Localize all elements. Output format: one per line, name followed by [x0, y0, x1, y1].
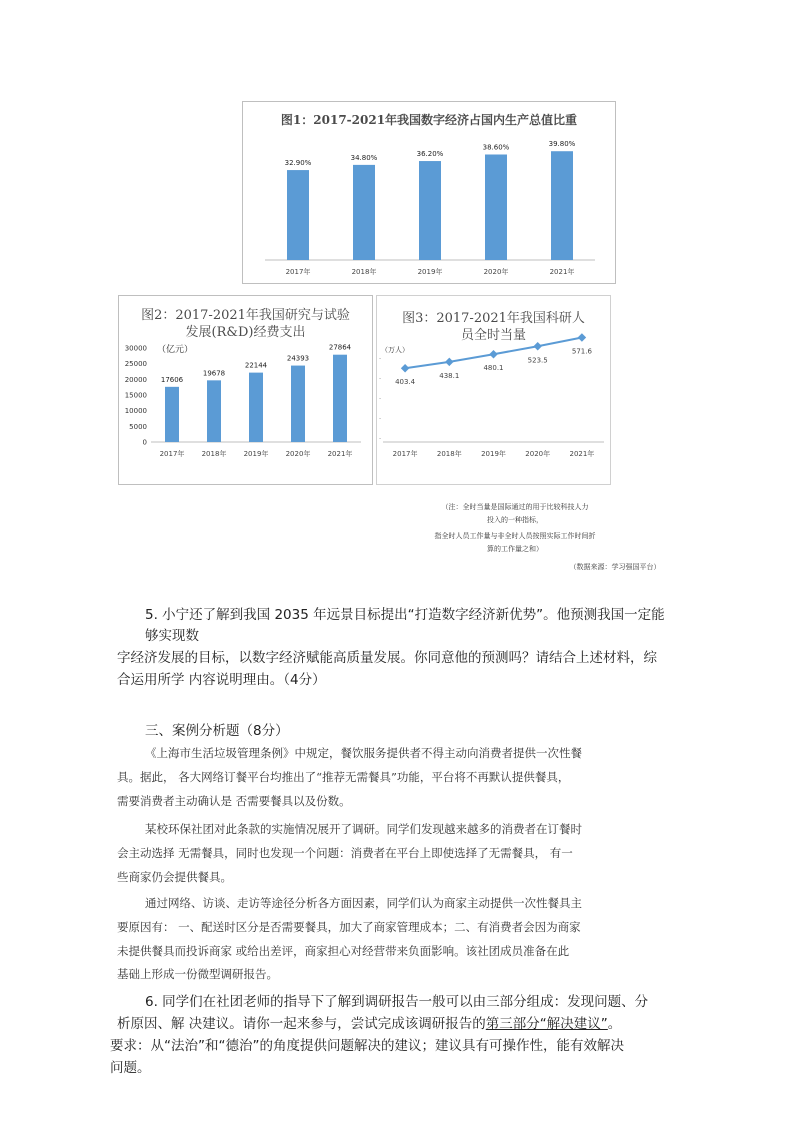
data-point: [578, 333, 586, 341]
chart-title-fig3-line2: 员全时当量: [460, 328, 526, 343]
x-tick-label: 2021年: [327, 450, 353, 458]
chart-panel-fig1: [242, 101, 616, 284]
data-label: 438.1: [439, 371, 460, 380]
data-label: 571.6: [571, 347, 592, 356]
bar: [419, 161, 441, 260]
case-p3-line2: 要原因有： 一、配送时区分是否需要餐具，加大了商家管理成本；二、有消费者会因为商家: [117, 920, 581, 934]
case-p1-line2: 具。据此， 各大网络订餐平台均推出了“推荐无需餐具”功能，平台将不再默认提供餐具，: [117, 770, 570, 784]
bar: [287, 170, 309, 260]
question5-line1: 5. 小宁还了解到我国 2035 年远景目标提出“打造数字经济新优势”。他预测我国一定能: [145, 607, 665, 623]
case-p1-line1: 《上海市生活垃圾管理条例》中规定，餐饮服务提供者不得主动向消费者提供一次性餐: [145, 746, 582, 760]
question6-line2-end: 。: [607, 1016, 622, 1032]
data-source: （数据来源：学习强国平台）: [569, 563, 661, 571]
section3-heading: 三、案例分析题（8分）: [145, 723, 289, 739]
y-tick-mark: -: [379, 355, 382, 362]
case-p3-line4: 基础上形成一份微型调研报告。: [117, 967, 278, 981]
data-point: [401, 364, 409, 372]
case-p2-line3: 些商家仍会提供餐具。: [117, 870, 232, 884]
chart-fig2: [119, 296, 372, 484]
x-tick-label: 2020年: [525, 450, 551, 458]
data-label: 34.80%: [350, 153, 378, 162]
chart-title-fig1: 图1：2017-2021年我国数字经济占国内生产总值比重: [280, 113, 578, 127]
x-tick-label: 2018年: [201, 450, 227, 458]
y-tick-label: 15000: [124, 391, 147, 400]
x-tick-label: 2018年: [436, 450, 462, 458]
chart-fig1: [243, 102, 615, 283]
data-label: 36.20%: [416, 150, 444, 159]
question5-line3: 字经济发展的目标，以数字经济赋能高质量发展。你同意他的预测吗？请结合上述材料，综: [117, 650, 657, 666]
data-label: 403.4: [395, 378, 416, 387]
y-tick-mark: -: [379, 435, 382, 442]
question5-line2: 够实现数: [145, 628, 199, 644]
y-tick-label: 5000: [129, 422, 147, 431]
question6-line4: 问题。: [110, 1060, 151, 1076]
chart-title-fig3-line1: 图3：2017-2021年我国科研人: [402, 311, 585, 326]
x-tick-label: 2021年: [569, 450, 595, 458]
x-tick-label: 2017年: [285, 268, 311, 276]
y-tick-mark: -: [379, 375, 382, 382]
y-tick-mark: -: [379, 395, 382, 402]
data-point: [445, 358, 453, 366]
data-label: 19678: [202, 369, 226, 378]
chart-panel-fig2: [118, 295, 373, 485]
note-line3: 指全时人员工作量与非全时人员按照实际工作时间折: [434, 532, 596, 540]
y-tick-mark: -: [379, 415, 382, 422]
chart-title-fig2-line2: 发展(R&D)经费支出: [185, 325, 306, 340]
data-label: 32.90%: [284, 159, 312, 168]
question6-line3: 要求：从“法治”和“德治”的角度提供问题解决的建议；建议具有可操作性，能有效解决: [110, 1038, 624, 1054]
data-label: 27864: [328, 343, 352, 352]
data-label: 39.80%: [548, 140, 576, 149]
bar: [165, 387, 179, 442]
bar: [485, 154, 507, 260]
x-tick-label: 2017年: [392, 450, 418, 458]
y-axis-unit: （亿元）: [157, 345, 194, 355]
x-tick-label: 2019年: [243, 450, 269, 458]
data-label: 22144: [244, 361, 268, 370]
chart-title-fig2-line1: 图2：2017-2021年我国研究与试验: [141, 308, 350, 323]
note-line2: 投入的一种指标，: [487, 516, 543, 524]
case-p3-line1: 通过网络、访谈、走访等途径分析各方面因素，同学们认为商家主动提供一次性餐具主: [145, 896, 582, 910]
question6-emphasis: 第三部分“解决建议”: [485, 1016, 608, 1032]
bar: [551, 151, 573, 260]
note-line4: 算的工作量之和）: [487, 545, 543, 553]
x-tick-label: 2019年: [481, 450, 506, 458]
chart-panel-fig3: [376, 295, 611, 485]
data-label: 523.5: [527, 356, 548, 365]
question5-line4: 合运用所学 内容说明理由。（4分）: [117, 672, 326, 688]
x-tick-label: 2020年: [483, 268, 509, 276]
data-point: [489, 350, 497, 358]
y-tick-label: 30000: [124, 344, 147, 353]
y-tick-label: 25000: [124, 360, 147, 369]
bar: [291, 366, 305, 442]
data-label: 17606: [160, 375, 184, 384]
x-tick-label: 2020年: [285, 450, 311, 458]
question6-line1: 6. 同学们在社团老师的指导下了解到调研报告一般可以由三部分组成：发现问题、分: [145, 994, 649, 1010]
bar: [249, 373, 263, 442]
y-tick-label: 10000: [124, 407, 147, 416]
data-label: 24393: [286, 354, 310, 363]
bar: [333, 355, 347, 442]
y-tick-label: 0: [142, 438, 147, 447]
case-p3-line3: 未提供餐具而投诉商家 或给出差评，商家担心对经营带来负面影响。该社团成员准备在此: [117, 944, 570, 958]
bar: [353, 165, 375, 260]
y-tick-label: 20000: [124, 375, 147, 384]
y-axis-unit: （万人）: [381, 346, 409, 354]
case-p2-line1: 某校环保社团对此条款的实施情况展开了调研。同学们发现越来越多的消费者在订餐时: [145, 822, 582, 836]
case-p1-line3: 需要消费者主动确认是 否需要餐具以及份数。: [117, 794, 351, 808]
question6-line2: [117, 1012, 621, 1032]
question6-line2-text: 析原因、解 决建议。请你一起来参与，尝试完成该调研报告的: [117, 1016, 486, 1032]
bar: [207, 380, 221, 442]
data-label: 38.60%: [482, 143, 510, 152]
x-tick-label: 2017年: [159, 450, 185, 458]
data-label: 480.1: [483, 364, 504, 373]
x-tick-label: 2021年: [549, 268, 575, 276]
data-point: [533, 342, 541, 350]
x-tick-label: 2019年: [417, 268, 443, 276]
x-tick-label: 2018年: [351, 268, 377, 276]
chart-fig3: [377, 296, 610, 484]
note-line1: （注：全时当量是国际通过的用于比较科技人力: [441, 503, 589, 511]
case-p2-line2: 会主动选择 无需餐具，同时也发现一个问题：消费者在平台上即使选择了无需餐具， 有一: [117, 846, 573, 860]
